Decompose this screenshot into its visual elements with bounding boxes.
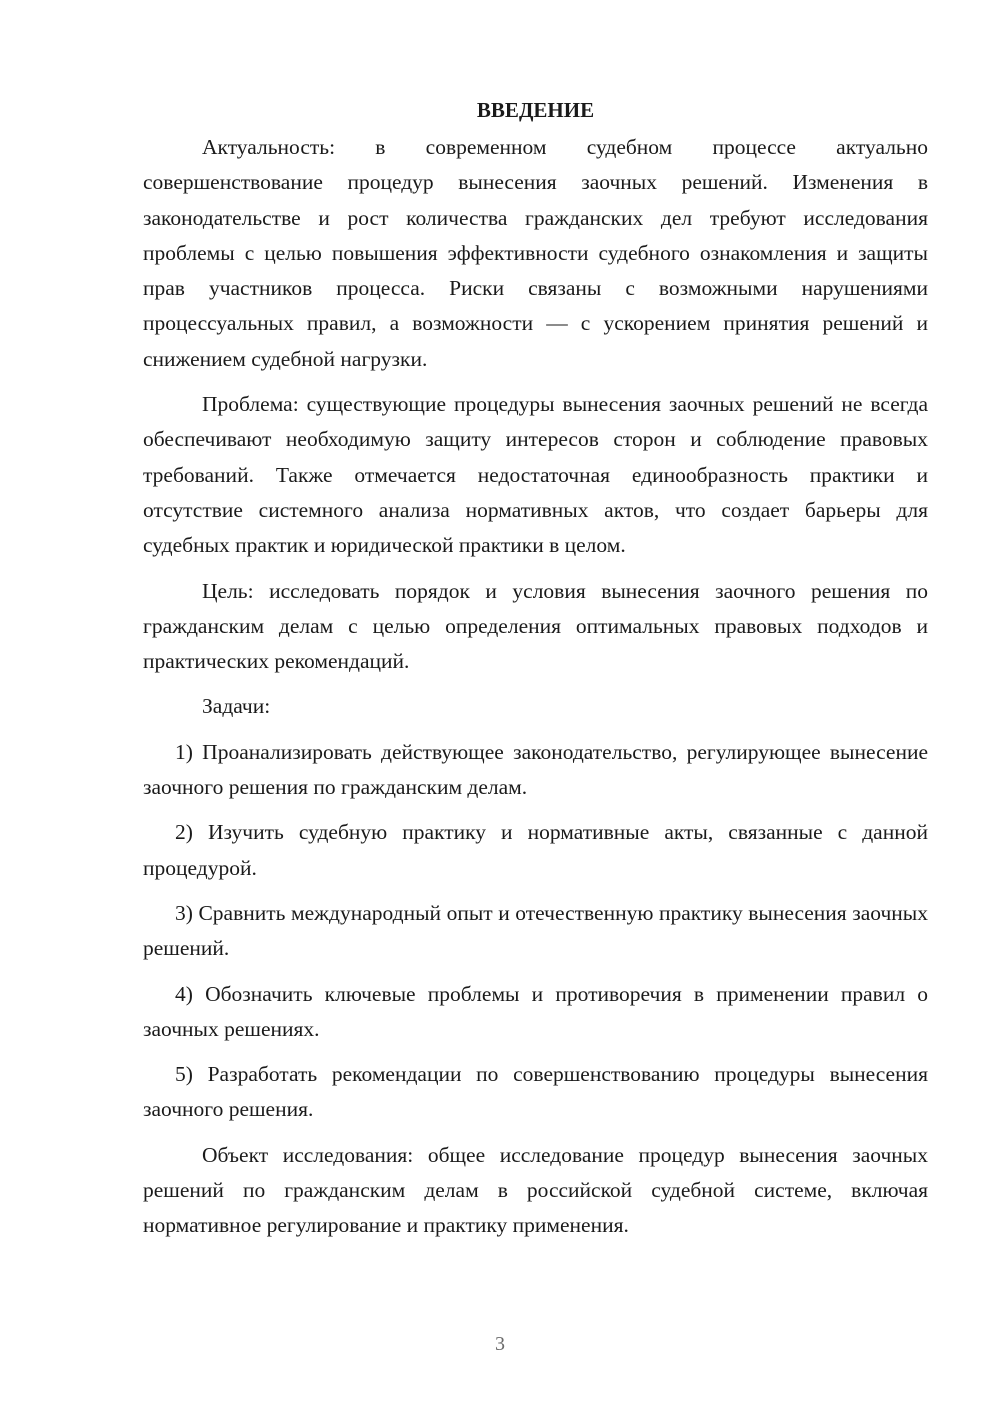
- task-item-2: 2) Изучить судебную практику и нормативные акты, связанные с данной процедурой.: [143, 820, 928, 880]
- task-item-5: 5) Разработать рекомендации по совершенствованию процедуры вынесения заочного решения.: [143, 1062, 928, 1122]
- page-number: 3: [495, 1333, 505, 1355]
- task-item-1: 1) Проанализировать действующее законодательство, регулирующее вынесение заочного решения по гражданским делам.: [143, 739, 928, 800]
- paragraph-goal: Цель: исследовать порядок и условия вынесения заочного решения по гражданским делам с целью определения оптимальных правовых подходов и практических рекомендаций.: [143, 578, 928, 674]
- task-item-4: 4) Обозначить ключевые проблемы и противоречия в применении правил о заочных решениях.: [143, 981, 928, 1041]
- paragraph-problem: Проблема: существующие процедуры вынесения заочных решений не всегда обеспечивают необходимую защиту интересов сторон и соблюдение правовых требований. Также отмечается недостаточная единообразность практики и отсутствие системного анализа нормативных актов, что создает барьеры для судебных практик и юридической практики в целом.: [143, 392, 928, 558]
- page-content: [143, 94, 928, 1254]
- section-title: ВВЕДЕНИЕ: [476, 98, 595, 122]
- paragraph-relevance: Актуальность: в современном судебном процессе актуально совершенствование процедур вынесения заочных решений. Изменения в законодательстве и рост количества гражданских дел требуют исследования проблемы с целью повышения эффективности судебного ознакомления и защиты прав участников процесса. Риски связаны с возможными нарушениями процессуальных правил, а возможности — с ускорением принятия решений и снижением судебной нагрузки.: [143, 135, 928, 371]
- tasks-heading: Задачи:: [202, 694, 271, 719]
- task-item-3: 3) Сравнить международный опыт и отечественную практику вынесения заочных решений.: [143, 900, 928, 961]
- paragraph-object: Объект исследования: общее исследование процедур вынесения заочных решений по гражданским делам в российской судебной системе, включая нормативное регулирование и практику применения.: [143, 1142, 928, 1238]
